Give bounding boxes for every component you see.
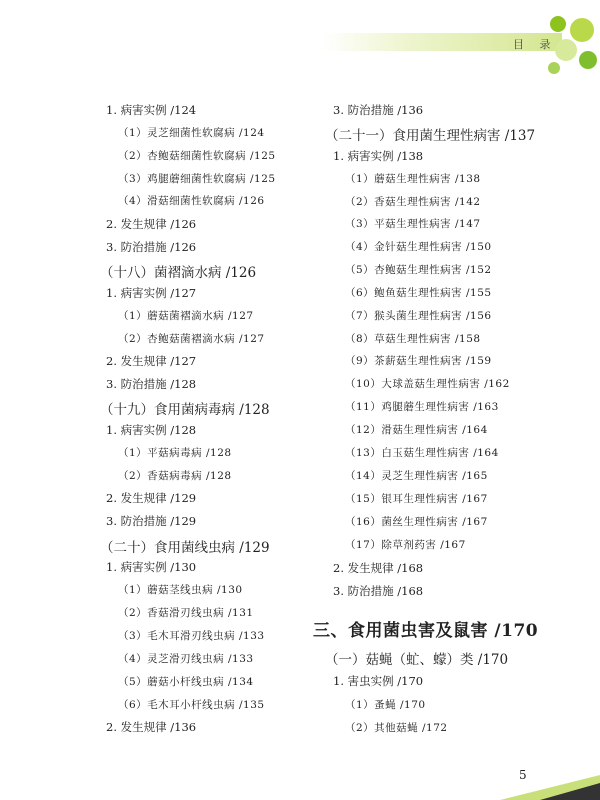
toc-entry: 1. 病害实例 /138 (333, 149, 424, 163)
toc-entry: 3. 防治措施 /126 (106, 240, 197, 254)
toc-entry: （6）鲍鱼菇生理性病害 /155 (345, 287, 492, 299)
toc-chapter-heading: 三、食用菌虫害及鼠害 /170 (313, 621, 539, 641)
page-number: 5 (519, 768, 527, 782)
toc-entry: 1. 害虫实例 /170 (333, 674, 424, 688)
toc-entry: 2. 发生规律 /129 (106, 491, 197, 505)
toc-entry: （1）蘑菇菌褶滴水病 /127 (118, 310, 254, 322)
toc-entry: （13）白玉菇生理性病害 /164 (345, 447, 499, 459)
toc-entry: （5）蘑菇小杆线虫病 /134 (118, 676, 254, 688)
toc-entry: 1. 病害实例 /124 (106, 103, 197, 117)
toc-entry: （1）蘑菇茎线虫病 /130 (118, 584, 243, 596)
toc-entry: （2）香菇病毒病 /128 (118, 470, 232, 482)
toc-section-heading: （十八）菌褶滴水病 /126 (100, 265, 257, 281)
toc-entry: （1）蘑菇生理性病害 /138 (345, 173, 481, 185)
toc-entry: （6）毛木耳小杆线虫病 /135 (118, 699, 265, 711)
toc-entry: 3. 防治措施 /136 (333, 103, 424, 117)
toc-entry: 3. 防治措施 /128 (106, 377, 197, 391)
toc-entry: （12）滑菇生理性病害 /164 (345, 424, 488, 436)
toc-entry: （2）其他菇蝇 /172 (345, 722, 448, 734)
toc-entry: 2. 发生规律 /136 (106, 720, 197, 734)
toc-section-heading: （二十一）食用菌生理性病害 /137 (325, 128, 536, 144)
toc-entry: （2）杏鲍菇细菌性软腐病 /125 (118, 150, 276, 162)
toc-entry: （1）平菇病毒病 /128 (118, 447, 232, 459)
toc-entry: （7）猴头菌生理性病害 /156 (345, 310, 492, 322)
toc-entry: （5）杏鲍菇生理性病害 /152 (345, 264, 492, 276)
header-title: 目 录 (513, 38, 557, 51)
toc-entry: 2. 发生规律 /127 (106, 354, 197, 368)
toc-entry: 3. 防治措施 /129 (106, 514, 197, 528)
toc-entry: （15）银耳生理性病害 /167 (345, 493, 488, 505)
toc-entry: （3）毛木耳滑刃线虫病 /133 (118, 630, 265, 642)
toc-entry: 1. 病害实例 /127 (106, 286, 197, 300)
toc-entry: （4）金针菇生理性病害 /150 (345, 241, 492, 253)
toc-entry: （8）草菇生理性病害 /158 (345, 333, 481, 345)
toc-entry: 2. 发生规律 /168 (333, 561, 424, 575)
toc-entry: （1）蚤蝇 /170 (345, 699, 426, 711)
decorative-circles-icon (538, 10, 600, 80)
toc-entry: （2）香菇滑刃线虫病 /131 (118, 607, 254, 619)
toc-entry: 1. 病害实例 /130 (106, 560, 197, 574)
toc-entry: （16）菌丝生理性病害 /167 (345, 516, 488, 528)
toc-entry: 1. 病害实例 /128 (106, 423, 197, 437)
toc-entry: （2）香菇生理性病害 /142 (345, 196, 481, 208)
corner-triangle-icon (500, 775, 600, 800)
toc-entry: （2）杏鲍菇菌褶滴水病 /127 (118, 333, 265, 345)
toc-entry: （3）鸡腿蘑细菌性软腐病 /125 (118, 173, 276, 185)
toc-entry: （3）平菇生理性病害 /147 (345, 218, 481, 230)
toc-entry: （9）茶薪菇生理性病害 /159 (345, 355, 492, 367)
toc-section-heading: （一）菇蝇（虻、蠓）类 /170 (325, 652, 509, 668)
toc-entry: （11）鸡腿蘑生理性病害 /163 (345, 401, 499, 413)
toc-entry: 3. 防治措施 /168 (333, 584, 424, 598)
toc-section-heading: （十九）食用菌病毒病 /128 (100, 402, 270, 418)
toc-entry: （17）除草剂药害 /167 (345, 539, 466, 551)
toc-entry: （4）滑菇细菌性软腐病 /126 (118, 195, 265, 207)
toc-entry: （14）灵芝生理性病害 /165 (345, 470, 488, 482)
toc-entry: 2. 发生规律 /126 (106, 217, 197, 231)
toc-entry: （4）灵芝滑刃线虫病 /133 (118, 653, 254, 665)
toc-section-heading: （二十）食用菌线虫病 /129 (100, 540, 270, 556)
toc-entry: （1）灵芝细菌性软腐病 /124 (118, 127, 265, 139)
toc-entry: （10）大球盖菇生理性病害 /162 (345, 378, 510, 390)
